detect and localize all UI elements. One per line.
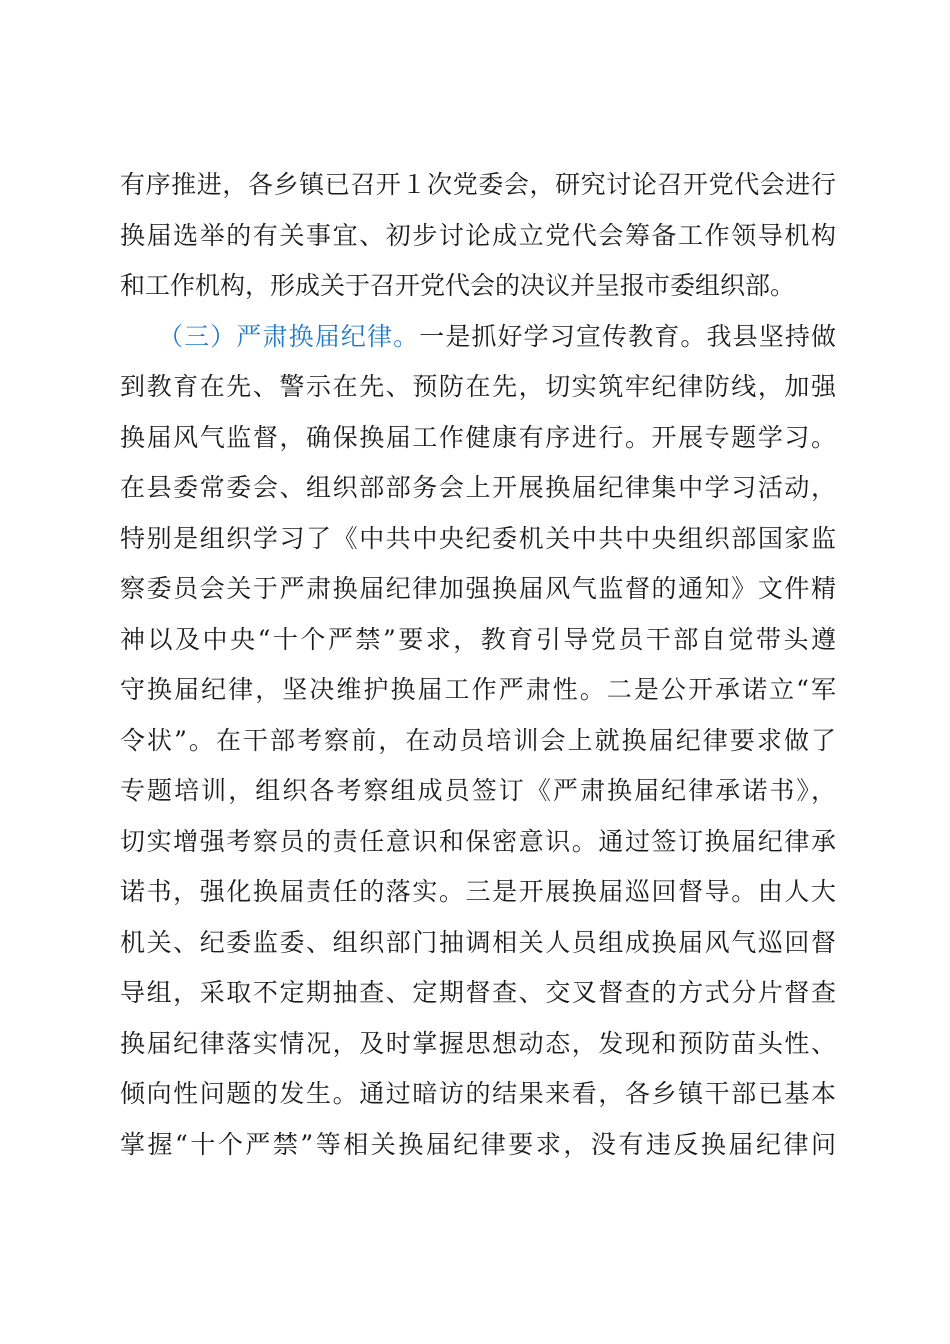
paragraph-line: 专题培训，组织各考察组成员签订《严肃换届纪律承诺书》，	[120, 776, 836, 805]
paragraph-line: 令状”。在干部考察前，在动员培训会上就换届纪律要求做了	[120, 725, 836, 755]
paragraph-line: 有序推进，各乡镇已召开１次党委会，研究讨论召开党代会进行	[120, 170, 836, 199]
paragraph-line: 守换届纪律，坚决维护换届工作严肃性。二是公开承诺立“军	[120, 675, 836, 704]
paragraph-line: 特别是组织学习了《中共中央纪委机关中共中央组织部国家监	[120, 523, 836, 553]
paragraph-line: 换届纪律落实情况，及时掌握思想动态，发现和预防苗头性、	[120, 1028, 836, 1058]
section-heading: （三）严肃换届纪律。	[158, 321, 420, 351]
paragraph-line: 掌握“十个严禁”等相关换届纪律要求，没有违反换届纪律问	[120, 1129, 836, 1159]
paragraph-line: 换届选举的有关事宜、初步讨论成立党代会筹备工作领导机构	[120, 220, 836, 250]
paragraph-line: 神以及中央“十个严禁”要求，教育引导党员干部自觉带头遵	[120, 624, 836, 654]
document-body	[120, 160, 836, 1170]
paragraph-line: 倾向性问题的发生。通过暗访的结果来看，各乡镇干部已基本	[120, 1079, 836, 1108]
paragraph-first-line	[120, 312, 836, 363]
paragraph-line: 察委员会关于严肃换届纪律加强换届风气监督的通知》文件精	[120, 574, 836, 603]
paragraph-1	[120, 160, 836, 312]
paragraph-text: 一是抓好学习宣传教育。我县坚持做	[419, 321, 836, 351]
paragraph-line: 在县委常委会、组织部部务会上开展换届纪律集中学习活动，	[120, 473, 836, 502]
paragraph-line: 到教育在先、警示在先、预防在先，切实筑牢纪律防线，加强	[120, 372, 836, 401]
paragraph-line: 导组，采取不定期抽查、定期督查、交叉督查的方式分片督查	[120, 978, 836, 1007]
paragraph-line: 和工作机构，形成关于召开党代会的决议并呈报市委组织部。	[120, 271, 796, 300]
paragraph-line: 诺书，强化换届责任的落实。三是开展换届巡回督导。由人大	[120, 877, 836, 906]
paragraph-line: 换届风气监督，确保换届工作健康有序进行。开展专题学习。	[120, 422, 836, 452]
paragraph-2	[120, 312, 836, 1171]
paragraph-line: 切实增强考察员的责任意识和保密意识。通过签订换届纪律承	[120, 826, 836, 856]
paragraph-line: 机关、纪委监委、组织部门抽调相关人员组成换届风气巡回督	[120, 927, 836, 957]
